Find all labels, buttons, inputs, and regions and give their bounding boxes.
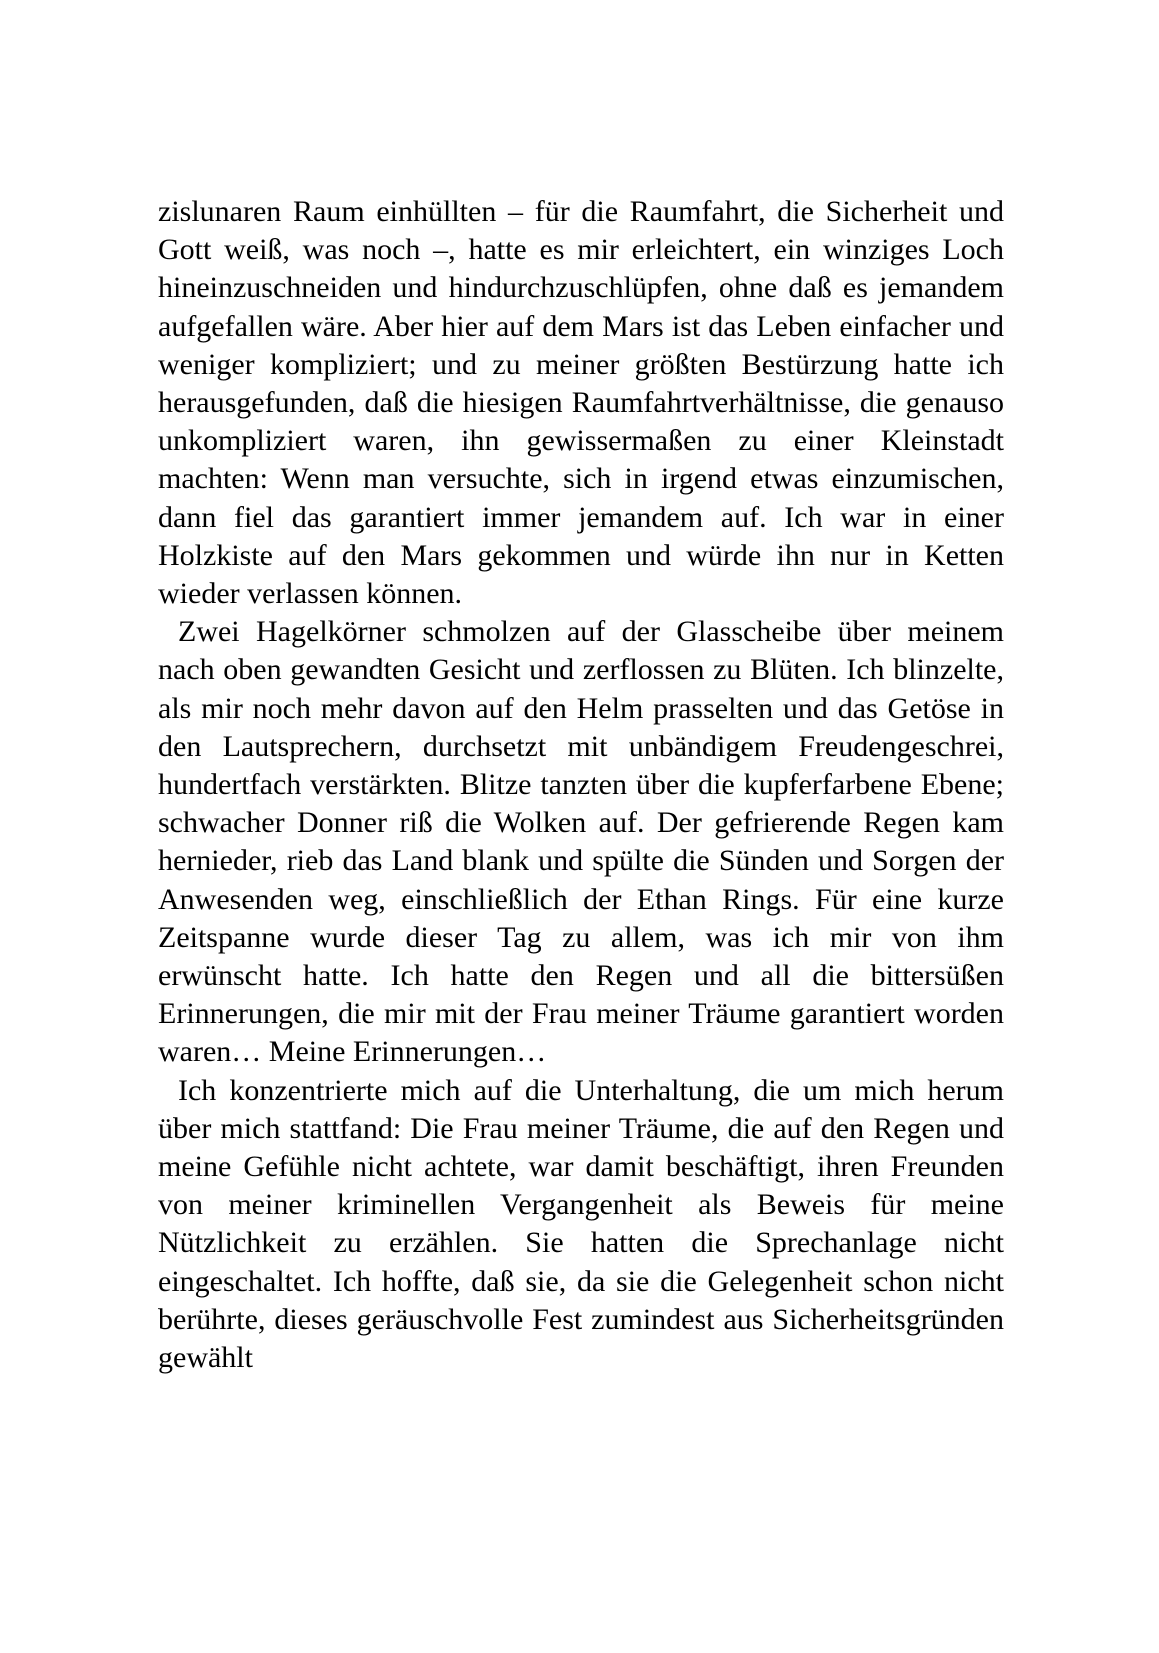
- paragraph-1: zislunaren Raum einhüllten – für die Raumfahrt, die Sicherheit und Gott weiß, was noch –, hatte es mir erleichtert, ein winziges Loch hineinzuschneiden und hindurchzuschlüpfen, ohne daß es jemandem aufgefallen wäre. Aber hier auf dem Mars ist das Leben einfacher und weniger kompliziert; und zu meiner größten Bestürzung hatte ich herausgefunden, daß die hiesigen Raumfahrtverhältnisse, die genauso unkompliziert waren, ihn gewissermaßen zu einer Kleinstadt machten: Wenn man versuchte, sich in irgend etwas einzumischen, dann fiel das garantiert immer jemandem auf. Ich war in einer Holzkiste auf den Mars gekommen und würde ihn nur in Ketten wieder verlassen können.: [158, 195, 1004, 611]
- paragraph-3: Ich konzentrierte mich auf die Unterhaltung, die um mich herum über mich stattfand: Die Frau meiner Träume, die auf den Regen und meine Gefühle nicht achtete, war damit beschäftigt, ihren Freunden von meiner kriminellen Vergangenheit als Beweis für meine Nützlichkeit zu erzählen. Sie hatten die Sprechanlage nicht eingeschaltet. Ich hoffte, daß sie, da sie die Gelegenheit schon nicht berührte, dieses geräuschvolle Fest zumindest aus Sicherheitsgründen gewählt: [158, 1073, 1004, 1375]
- paragraph-2: Zwei Hagelkörner schmolzen auf der Glasscheibe über meinem nach oben gewandten Gesicht und zerflossen zu Blüten. Ich blinzelte, als mir noch mehr davon auf den Helm prasselten und das Getöse in den Lautsprechern, durchsetzt mit unbändigem Freudengeschrei, hundertfach verstärkten. Blitze tanzten über die kupferfarbene Ebene; schwacher Donner riß die Wolken auf. Der gefrierende Regen kam hernieder, rieb das Land blank und spülte die Sünden und Sorgen der Anwesenden weg, einschließlich der Ethan Rings. Für eine kurze Zeitspanne wurde dieser Tag zu allem, was ich mir von ihm erwünscht hatte. Ich hatte den Regen und all die bittersüßen Erinnerungen, die mir mit der Frau meiner Träume garantiert worden waren… Meine Erinnerungen…: [158, 615, 1004, 1069]
- body-text: [158, 193, 1004, 1377]
